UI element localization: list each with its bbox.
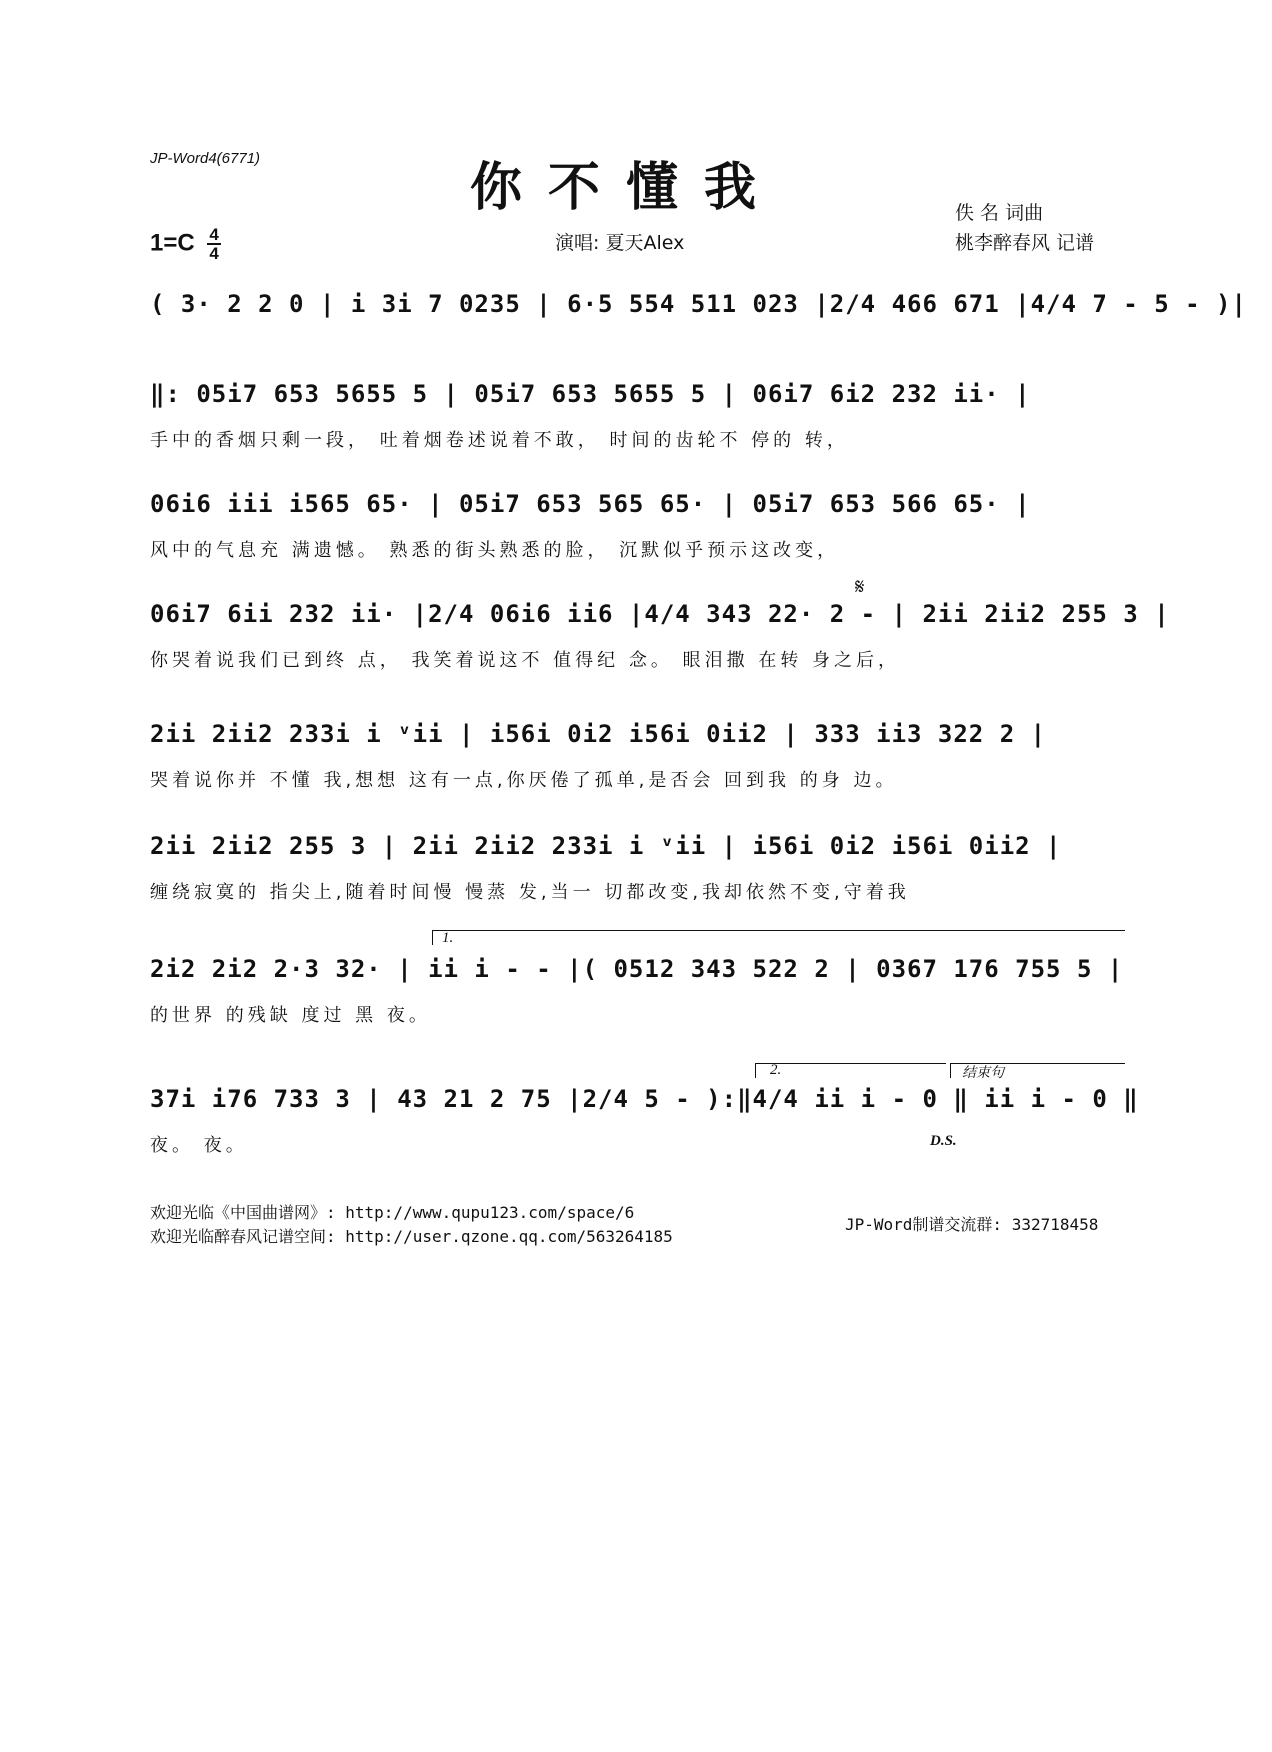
lyrics-line: 手中的香烟只剩一段， 吐着烟卷述说着不敢， 时间的齿轮不 停的 转， <box>150 430 849 451</box>
notes-line: ‖: 05i7 653 5655 5 | 05i7 653 5655 5 | 06i7 6i2 232 ii· | <box>150 380 1031 408</box>
singer-credit: 演唱: 夏天Alex <box>555 232 685 254</box>
time-signature <box>207 226 220 262</box>
authors-credit: 佚 名 词曲 <box>955 202 1044 224</box>
lyrics-line: 缠绕寂寞的 指尖上,随着时间慢 慢蒸 发,当一 切都改变,我却依然不变,守着我 <box>150 882 910 903</box>
lyrics-line: 风中的气息充 满遗憾。 熟悉的街头熟悉的脸， 沉默似乎预示这改变， <box>150 540 840 561</box>
notes-line: ( 3· 2 2 0 | i 3i 7 0235 | 6·5 554 511 023 |2/4 466 671 |4/4 7 - 5 - )| <box>150 290 1247 318</box>
source-label: JP-Word4(6771) <box>150 150 261 167</box>
lyrics-line: 的世界 的残缺 度过 黑 夜。 <box>150 1005 431 1026</box>
volta-1-label: 1. <box>442 930 454 946</box>
notes-line: 2ii 2ii2 233i i ᵛii | i56i 0i2 i56i 0ii2 | 333 ii3 322 2 | <box>150 720 1047 748</box>
ending-label: 结束句 <box>962 1066 1004 1081</box>
ds-marking: D.S. <box>930 1133 957 1149</box>
volta-2-bracket <box>755 1063 946 1078</box>
notes-line: 2ii 2ii2 255 3 | 2ii 2ii2 233i i ᵛii | i56i 0i2 i56i 0ii2 | <box>150 832 1062 860</box>
song-title: 你不懂我 <box>470 157 783 218</box>
time-signature-bottom: 4 <box>209 244 219 263</box>
footer-group: JP-Word制谱交流群: 332718458 <box>845 1215 1099 1234</box>
notes-line: 06i6 iii i565 65· | 05i7 653 565 65· | 05i7 653 566 65· | <box>150 490 1031 518</box>
segno-sign: 𝄋 <box>855 575 865 600</box>
footer-link-2: 欢迎光临醉春风记谱空间: http://user.qzone.qq.com/563264185 <box>150 1227 673 1246</box>
time-signature-top: 4 <box>209 225 219 244</box>
key-signature <box>150 226 221 262</box>
volta-2-label: 2. <box>770 1062 782 1078</box>
transcriber-credit: 桃李醉春风 记谱 <box>955 232 1095 254</box>
key-label: 1=C <box>150 229 195 257</box>
notes-line: 37i i76 733 3 | 43 21 2 75 |2/4 5 - ):‖4/4 ii i - 0 ‖ ii i - 0 ‖ <box>150 1085 1139 1113</box>
lyrics-line: 你哭着说我们已到终 点， 我笑着说这不 值得纪 念。 眼泪撒 在转 身之后， <box>150 650 901 671</box>
lyrics-line: 哭着说你并 不懂 我,想想 这有一点,你厌倦了孤单,是否会 回到我 的身 边。 <box>150 770 898 791</box>
notes-line: 06i7 6ii 232 ii· |2/4 06i6 ii6 |4/4 343 22· 2 - | 2ii 2ii2 255 3 | <box>150 600 1170 628</box>
volta-1-bracket <box>432 930 1125 945</box>
notes-line: 2i2 2i2 2·3 32· | ii i - - |( 0512 343 522 2 | 0367 176 755 5 | <box>150 955 1124 983</box>
lyrics-line: 夜。 夜。 <box>150 1135 248 1156</box>
footer-link-1: 欢迎光临《中国曲谱网》: http://www.qupu123.com/space/6 <box>150 1203 635 1222</box>
